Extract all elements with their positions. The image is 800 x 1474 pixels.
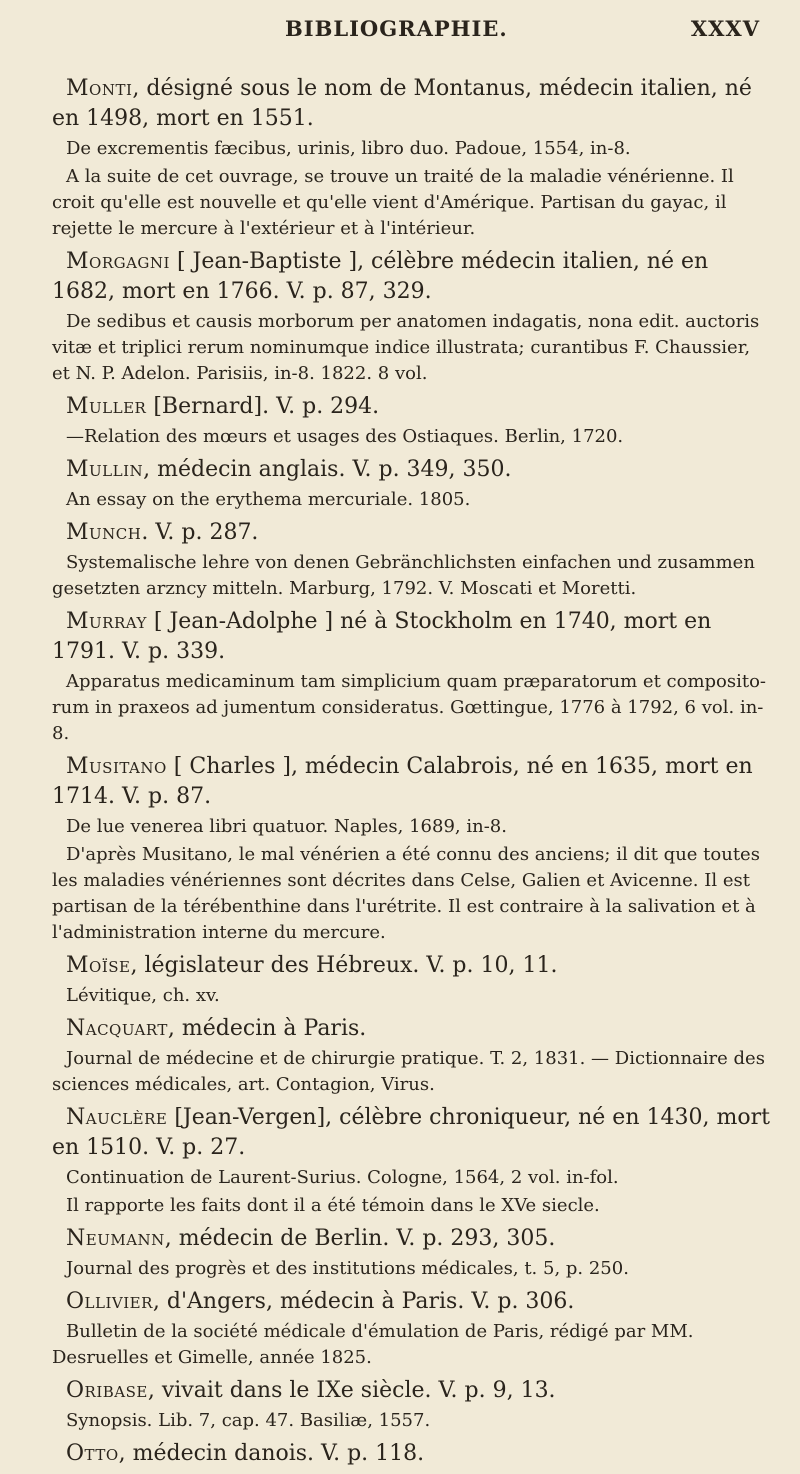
entry-heading [52, 1287, 772, 1317]
entry-heading [52, 1103, 772, 1163]
bibliography-entry [52, 392, 772, 450]
work-citation: De excrementis fæcibus, urinis, libro duo. Padoue, 1554, in-8. [66, 138, 631, 159]
entry-heading [52, 752, 772, 812]
work-citation: A la suite de cet ouvrage, se trouve un traité de la maladie vénérienne. Il croit qu'elle est nouvelle et qu'elle vient d'Amérique. Partisan du gayac, il rejette le mercure à l'extérieur et à l'intérieur. [52, 166, 734, 239]
author-name: Mullin [66, 457, 144, 482]
author-name: Morgagni [66, 249, 170, 274]
entry-heading [52, 518, 772, 548]
author-details: , médecin anglais. V. p. 349, 350. [143, 457, 512, 482]
author-name: Murray [66, 609, 147, 634]
entry-heading [52, 455, 772, 485]
entry-heading [52, 74, 772, 134]
author-details: , d'Angers, médecin à Paris. V. p. 306. [152, 1289, 575, 1314]
author-details: , médecin danois. V. p. 118. [118, 1441, 425, 1466]
author-details: [ Jean-Baptiste ], célèbre médecin italien, né en 1682, mort en 1766. V. p. 87, 329. [52, 249, 709, 304]
work-citation: De lue venerea libri quatuor. Naples, 1689, in-8. [66, 816, 507, 837]
running-head-title: BIBLIOGRAPHIE. [285, 16, 508, 41]
author-name: Moïse [66, 953, 131, 978]
bibliography-entry [52, 752, 772, 946]
author-name: Neumann [66, 1226, 165, 1251]
author-details: [Jean-Vergen], célèbre chroniqueur, né en 1430, mort en 1510. V. p. 27. [52, 1105, 770, 1160]
author-details: , vivait dans le IXe siècle. V. p. 9, 13. [147, 1378, 556, 1403]
author-details: [ Jean-Adolphe ] né à Stockholm en 1740, mort en 1791. V. p. 339. [52, 609, 712, 664]
author-details: [ Charles ], médecin Calabrois, né en 1635, mort en 1714. V. p. 87. [52, 754, 753, 809]
author-name: Muller [66, 394, 147, 419]
work-citation: De sedibus et causis morborum per anatomen indagatis, nona edit. auctoris vitæ et triplici rerum nominumque indice illustrata; curantibus F. Chaussier, et N. P. Adelon. Parisiis, in-8. 1822. 8 vol. [52, 311, 760, 384]
author-details: , désigné sous le nom de Montanus, médecin italien, né en 1498, mort en 1551. [52, 76, 752, 131]
bibliography-entry [52, 607, 772, 747]
author-name: Musitano [66, 754, 167, 779]
author-name: Oribase [66, 1378, 148, 1403]
work-citation: Continuation de Laurent-Surius. Cologne, 1564, 2 vol. in-fol. [66, 1167, 619, 1188]
author-name: Monti [66, 76, 133, 101]
page-number: XXXV [690, 16, 760, 41]
work-citation: Lévitique, ch. xv. [66, 985, 220, 1006]
author-details: [Bernard]. V. p. 294. [146, 394, 380, 419]
bibliography-entry [52, 1287, 772, 1371]
author-details: . V. p. 287. [141, 520, 259, 545]
entry-heading [52, 247, 772, 307]
entry-heading [52, 1376, 772, 1406]
author-name: Nauclère [66, 1105, 168, 1130]
author-name: Nacquart [66, 1016, 168, 1041]
work-citation: An essay on the erythema mercuriale. 1805. [66, 489, 471, 510]
author-name: Otto [66, 1441, 119, 1466]
author-details: , médecin de Berlin. V. p. 293, 305. [164, 1226, 556, 1251]
entry-heading [52, 1439, 772, 1469]
bibliography-entries [52, 74, 772, 1474]
work-citation: Bulletin de la société médicale d'émulation de Paris, rédigé par MM. Desruelles et Gimelle, année 1825. [52, 1321, 694, 1368]
bibliography-entry [52, 1103, 772, 1219]
bibliography-entry [52, 1014, 772, 1098]
bibliography-entry [52, 1224, 772, 1282]
entry-heading [52, 392, 772, 422]
entry-heading [52, 1224, 772, 1254]
work-citation: D'après Musitano, le mal vénérien a été connu des anciens; il dit que toutes les maladies vénériennes sont décrites dans Celse, Galien et Avicenne. Il est partisan de la térébenthine dans l'urétrite. Il est contraire à la salivation et à l'administration interne du mercure. [52, 844, 760, 943]
bibliography-entry [52, 1439, 772, 1469]
work-citation: —Relation des mœurs et usages des Ostiaques. Berlin, 1720. [66, 426, 624, 447]
bibliography-entry [52, 1376, 772, 1434]
author-name: Ollivier [66, 1289, 153, 1314]
entry-heading [52, 607, 772, 667]
work-citation: Il rapporte les faits dont il a été témoin dans le XVe siecle. [66, 1195, 600, 1216]
work-citation: Synopsis. Lib. 7, cap. 47. Basiliæ, 1557. [66, 1410, 431, 1431]
work-citation: Apparatus medicaminum tam simplicium quam præparatorum et composito-rum in praxeos ad jumentum consideratus. Gœttingue, 1776 à 1792, 6 vol. in-8. [52, 671, 767, 744]
entry-heading [52, 951, 772, 981]
bibliography-entry [52, 247, 772, 387]
work-citation: Systemalische lehre von denen Gebränchlichsten einfachen und zusammen gesetzten arzncy mitteln. Marburg, 1792. V. Moscati et Moretti. [52, 552, 755, 599]
bibliography-entry [52, 518, 772, 602]
author-name: Munch [66, 520, 142, 545]
work-citation: Journal des progrès et des institutions médicales, t. 5, p. 250. [66, 1258, 629, 1279]
running-head [0, 8, 800, 48]
work-citation: Journal de médecine et de chirurgie pratique. T. 2, 1831. — Dictionnaire des sciences médicales, art. Contagion, Virus. [52, 1048, 765, 1095]
bibliography-entry [52, 455, 772, 513]
entry-heading [52, 1014, 772, 1044]
bibliography-entry [52, 951, 772, 1009]
author-details: , législateur des Hébreux. V. p. 10, 11. [130, 953, 558, 978]
bibliography-entry [52, 74, 772, 242]
author-details: , médecin à Paris. [167, 1016, 367, 1041]
